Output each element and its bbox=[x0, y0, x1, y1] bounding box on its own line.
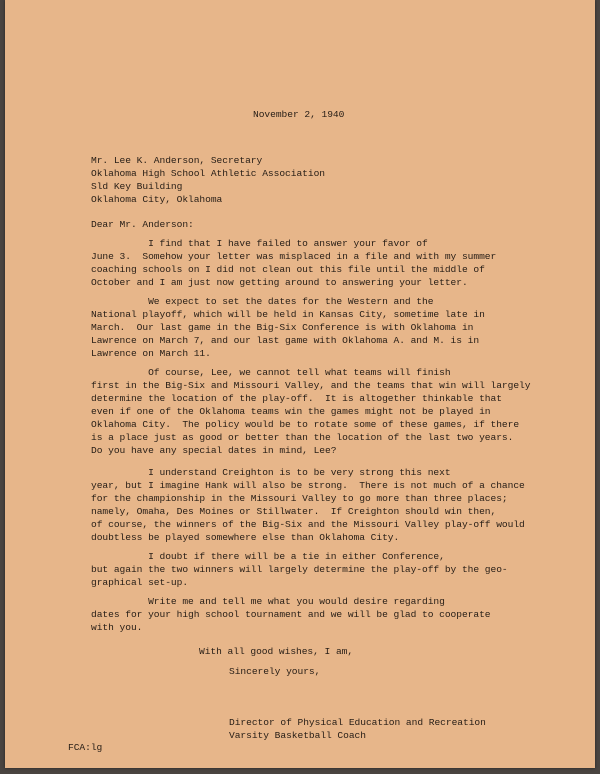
closing: With all good wishes, I am, bbox=[199, 646, 354, 657]
body-line: Of course, Lee, we cannot tell what teams will finish bbox=[91, 367, 451, 378]
body-line: Lawrence on March 7, and our last game with Oklahoma A. and M. is in bbox=[91, 335, 480, 346]
body-line: October and I am just now getting around to answering your letter. bbox=[91, 277, 468, 288]
body-line: with you. bbox=[91, 622, 143, 633]
address-line: Mr. Lee K. Anderson, Secretary bbox=[91, 155, 263, 166]
body-line: National playoff, which will be held in Kansas City, sometime late in bbox=[91, 309, 485, 320]
body-line: year, but I imagine Hank will also be strong. There is not much of a chance bbox=[91, 480, 525, 491]
body-line: namely, Omaha, Des Moines or Stillwater. If Creighton should win then, bbox=[91, 506, 497, 517]
body-line: but again the two winners will largely determine the play-off by the geo- bbox=[91, 564, 508, 575]
letter-date: November 2, 1940 bbox=[253, 109, 345, 120]
body-line: of course, the winners of the Big-Six and the Missouri Valley play-off would bbox=[91, 519, 525, 530]
letter-page bbox=[5, 0, 595, 768]
address-line: Oklahoma High School Athletic Association bbox=[91, 168, 325, 179]
typist-initials: FCA:lg bbox=[68, 742, 103, 753]
salutation: Dear Mr. Anderson: bbox=[91, 219, 194, 230]
signature-title: Varsity Basketball Coach bbox=[229, 730, 366, 741]
body-line: Lawrence on March 11. bbox=[91, 348, 211, 359]
body-line: dates for your high school tournament and we will be glad to cooperate bbox=[91, 609, 491, 620]
body-line: Oklahoma City. The policy would be to rotate some of these games, if there bbox=[91, 419, 520, 430]
body-line: first in the Big-Six and Missouri Valley, and the teams that win will largely bbox=[91, 380, 531, 391]
body-line: coaching schools on I did not clean out this file until the middle of bbox=[91, 264, 485, 275]
body-line: determine the location of the play-off. It is altogether thinkable that bbox=[91, 393, 502, 404]
body-line: Write me and tell me what you would desire regarding bbox=[91, 596, 445, 607]
valediction: Sincerely yours, bbox=[229, 666, 321, 677]
body-line: I doubt if there will be a tie in either Conference, bbox=[91, 551, 445, 562]
body-line: June 3. Somehow your letter was misplaced in a file and with my summer bbox=[91, 251, 497, 262]
body-line: doubtless be played somewhere else than Oklahoma City. bbox=[91, 532, 400, 543]
body-line: March. Our last game in the Big-Six Conference is with Oklahoma in bbox=[91, 322, 474, 333]
body-line: graphical set-up. bbox=[91, 577, 189, 588]
address-line: Sld Key Building bbox=[91, 181, 183, 192]
body-line: even if one of the Oklahoma teams win the games might not be played in bbox=[91, 406, 491, 417]
body-line: I find that I have failed to answer your favor of bbox=[91, 238, 428, 249]
body-line: for the championship in the Missouri Valley to go more than three places; bbox=[91, 493, 508, 504]
body-line: Do you have any special dates in mind, Lee? bbox=[91, 445, 337, 456]
body-line: I understand Creighton is to be very strong this next bbox=[91, 467, 451, 478]
signature-title: Director of Physical Education and Recreation bbox=[229, 717, 486, 728]
body-line: is a place just as good or better than the location of the last two years. bbox=[91, 432, 514, 443]
address-line: Oklahoma City, Oklahoma bbox=[91, 194, 223, 205]
body-line: We expect to set the dates for the Western and the bbox=[91, 296, 434, 307]
